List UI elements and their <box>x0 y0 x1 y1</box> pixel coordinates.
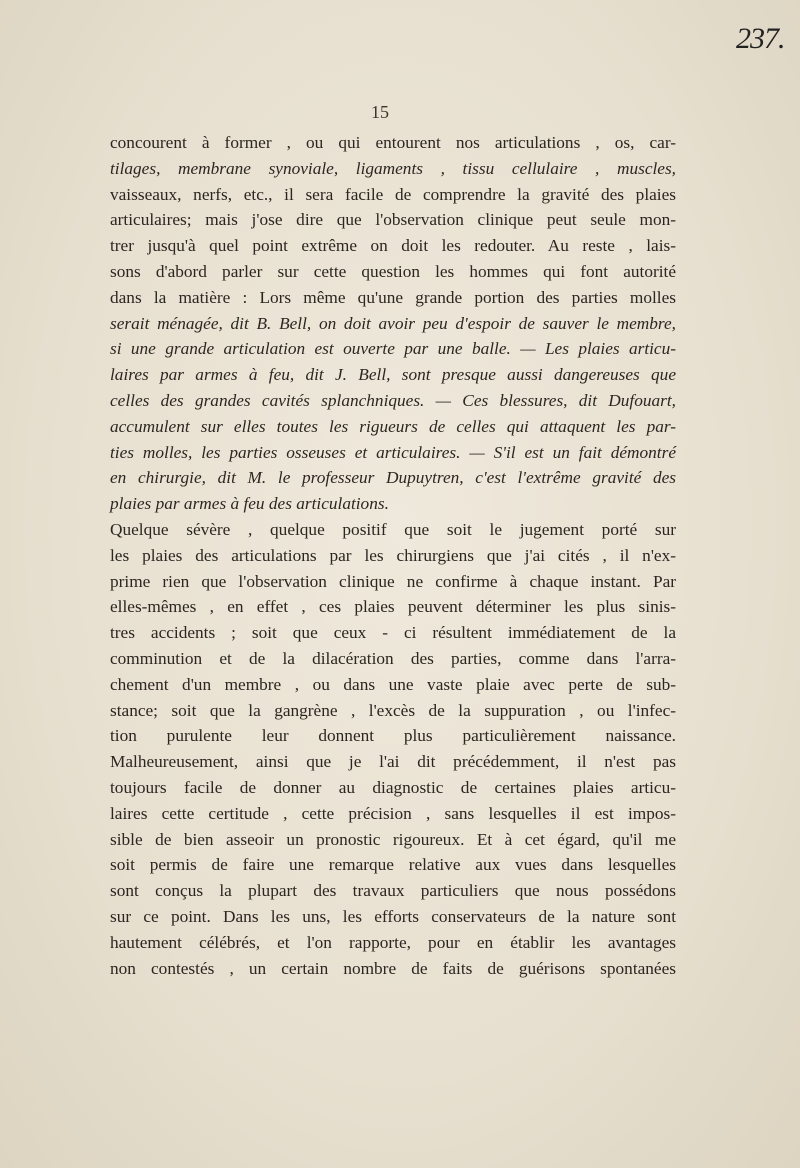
text-line: sible de bien asseoir un pronostic rigoureux. Et à cet égard, qu'il me <box>110 829 676 849</box>
text-line: articulaires; mais j'ose dire que l'observation clinique peut seule mon- <box>110 210 676 230</box>
text-line: sur ce point. Dans les uns, les efforts conservateurs de la nature sont <box>110 906 676 926</box>
text-line: elles-mêmes , en effet , ces plaies peuvent déterminer les plus sinis- <box>110 597 676 617</box>
text-line: celles des grandes cavités splanchniques. — Ces blessures, dit Dufouart, <box>110 390 676 410</box>
text-line: en chirurgie, dit M. le professeur Dupuytren, c'est l'extrême gravité des <box>110 468 676 488</box>
text-line: les plaies des articulations par les chirurgiens que j'ai cités , il n'ex- <box>110 545 676 565</box>
text-line: accumulent sur elles toutes les rigueurs de celles qui attaquent les par- <box>110 416 676 436</box>
body-text <box>110 130 676 981</box>
text-line: comminution et de la dilacération des parties, comme dans l'arra- <box>110 648 676 668</box>
text-line: prime rien que l'observation clinique ne confirme à chaque instant. Par <box>110 571 676 591</box>
text-line: tion purulente leur donnent plus particulièrement naissance. <box>110 726 676 746</box>
text-line: stance; soit que la gangrène , l'excès de la suppuration , ou l'infec- <box>110 700 676 720</box>
text-line: Quelque sévère , quelque positif que soit le jugement porté sur <box>110 519 676 539</box>
text-line: tilages, membrane synoviale, ligaments , tissu cellulaire , muscles, <box>110 158 676 178</box>
text-line: trer jusqu'à quel point extrême on doit les redouter. Au reste , lais- <box>110 236 676 256</box>
page-number: 15 <box>371 102 389 122</box>
folio-number: 237. <box>736 22 785 55</box>
text-line: laires cette certitude , cette précision , sans lesquelles il est impos- <box>110 803 676 823</box>
text-line: soit permis de faire une remarque relative aux vues dans lesquelles <box>110 855 676 875</box>
text-line: ties molles, les parties osseuses et articulaires. — S'il est un fait démontré <box>110 442 676 462</box>
text-line: laires par armes à feu, dit J. Bell, sont presque aussi dangereuses que <box>110 365 676 385</box>
text-line: si une grande articulation est ouverte par une balle. — Les plaies articu- <box>110 339 676 359</box>
text-line: Malheureusement, ainsi que je l'ai dit précédemment, il n'est pas <box>110 752 676 772</box>
text-line: sont conçus la plupart des travaux particuliers que nous possédons <box>110 881 676 901</box>
text-line: tres accidents ; soit que ceux - ci résultent immédiatement de la <box>110 623 676 643</box>
text-line: hautement célébrés, et l'on rapporte, pour en établir les avantages <box>110 932 676 952</box>
text-line: vaisseaux, nerfs, etc., il sera facile de comprendre la gravité des plaies <box>110 184 676 204</box>
text-line: dans la matière : Lors même qu'une grande portion des parties molles <box>110 287 676 307</box>
text-line: sons d'abord parler sur cette question les hommes qui font autorité <box>110 261 676 281</box>
text-line: plaies par armes à feu des articulations. <box>110 494 389 514</box>
text-line: serait ménagée, dit B. Bell, on doit avoir peu d'espoir de sauver le membre, <box>110 313 676 333</box>
text-line: non contestés , un certain nombre de faits de guérisons spontanées <box>110 958 676 978</box>
text-line: toujours facile de donner au diagnostic de certaines plaies articu- <box>110 777 676 797</box>
text-line: concourent à former , ou qui entourent nos articulations , os, car- <box>110 133 676 152</box>
text-line: chement d'un membre , ou dans une vaste plaie avec perte de sub- <box>110 674 676 694</box>
